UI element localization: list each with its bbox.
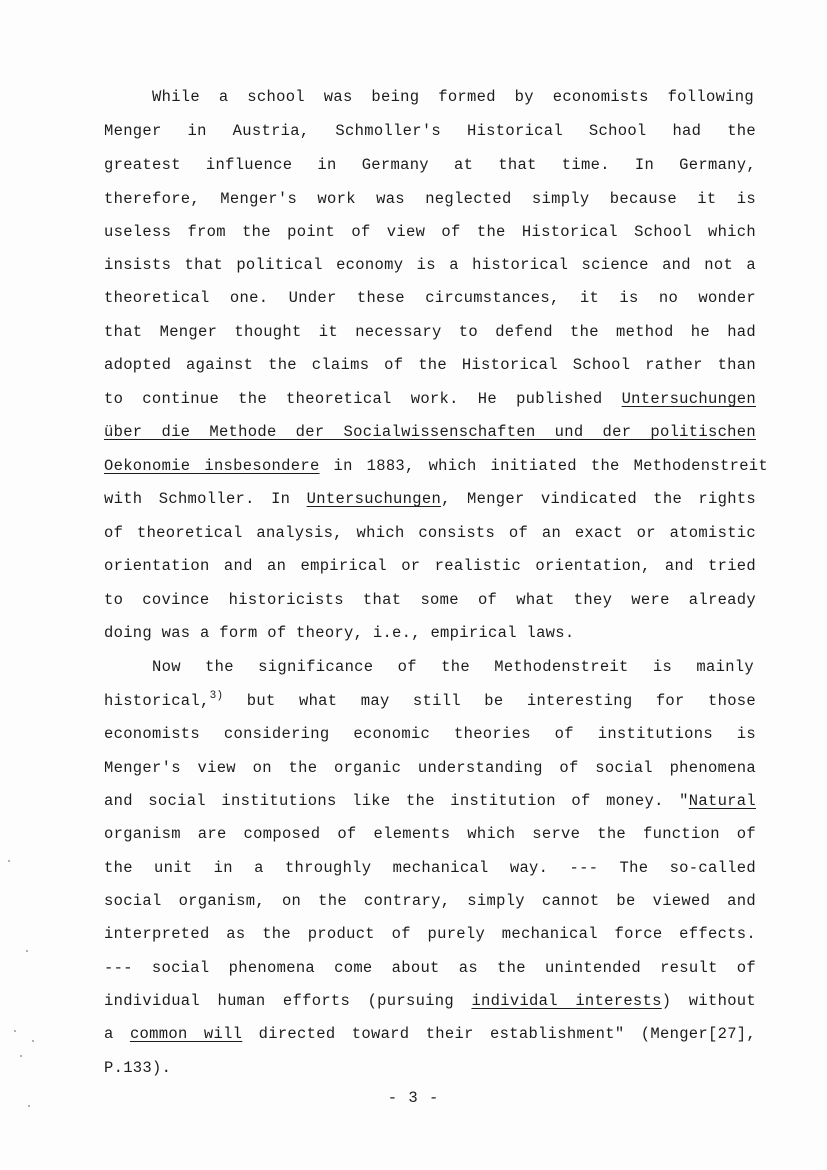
paragraph-2-line-11 [104, 990, 756, 1012]
paragraph-2-line-1: Now the significance of the Methodenstreit is mainly [152, 658, 754, 676]
paragraph-1-line-13 [104, 488, 756, 510]
paragraph-1-line-14: of theoretical analysis, which consists of an exact or atomistic [104, 524, 756, 542]
book-title-part-3: Oekonomie insbesondere [104, 457, 320, 475]
paragraph-1-line-17: doing was a form of theory, i.e., empirical laws. [104, 624, 575, 642]
paragraph-1-line-12 [104, 455, 768, 477]
paragraph-1-line-9: adopted against the claims of the Historical School rather than [104, 356, 756, 374]
paragraph-1-line-8: that Menger thought it necessary to defend the method he had [104, 323, 756, 341]
line-2-text-start: historical, [104, 692, 210, 710]
paragraph-2-line-4: Menger's view on the organic understanding of social phenomena [104, 759, 756, 777]
paragraph-1-line-2: Menger in Austria, Schmoller's Historical School had the [104, 122, 756, 140]
line-10-text: to continue the theoretical work. He published [104, 390, 603, 408]
underlined-common-will: common will [129, 1025, 243, 1043]
paragraph-2-line-8: social organism, on the contrary, simply cannot be viewed and [104, 892, 756, 910]
book-title-short: Untersuchungen [306, 490, 442, 508]
scan-margin-specks [6, 850, 36, 1110]
line-11-text-start: individual human efforts (pursuing [104, 992, 472, 1010]
paragraph-2-line-6: organism are composed of elements which serve the function of [104, 825, 756, 843]
paragraph-2-line-13: P.133). [104, 1059, 172, 1077]
line-12-text: in 1883, which initiated the Methodenstreit [333, 457, 768, 475]
line-2-text-end: but what may still be interesting for those [223, 692, 756, 710]
line-11-text-end: ) without [661, 992, 756, 1010]
paragraph-1-line-16: to covince historicists that some of what they were already [104, 591, 756, 609]
page-number: - 3 - [387, 1089, 440, 1107]
line-5-text: and social institutions like the institution of money. " [104, 792, 689, 810]
underlined-natural: Natural [688, 792, 756, 810]
paragraph-1-line-5: useless from the point of view of the Historical School which [104, 223, 756, 241]
paragraph-1-line-10 [104, 388, 756, 410]
paragraph-1-line-6: insists that political economy is a historical science and not a [104, 256, 756, 274]
line-12-text-start: a [104, 1025, 130, 1043]
underlined-individal-interests: individal interests [471, 992, 662, 1010]
paragraph-1-line-4: therefore, Menger's work was neglected simply because it is [104, 190, 756, 208]
line-12-text-end: directed toward their establishment" (Menger[27], [242, 1025, 757, 1043]
paragraph-2-line-12 [104, 1023, 756, 1045]
footnote-marker: 3) [209, 690, 224, 702]
line-13-text-start: with Schmoller. In [104, 490, 291, 508]
line-13-text-end: , Menger vindicated the rights [441, 490, 757, 508]
book-title-part-2: über die Methode der Socialwissenschaften und der politischen [104, 423, 756, 441]
book-title-part-1: Untersuchungen [621, 390, 756, 408]
paragraph-1-line-7: theoretical one. Under these circumstances, it is no wonder [104, 289, 756, 307]
paragraph-2-line-5 [104, 790, 756, 812]
paragraph-1-line-11 [104, 421, 756, 443]
paragraph-1-line-15: orientation and an empirical or realistic orientation, and tried [104, 557, 756, 575]
paragraph-2-line-3: economists considering economic theories of institutions is [104, 725, 756, 743]
paragraph-1-line-3: greatest influence in Germany at that time. In Germany, [104, 156, 756, 174]
paragraph-2-line-7: the unit in a throughly mechanical way. --- The so-called [104, 859, 756, 877]
paragraph-2-line-9: interpreted as the product of purely mechanical force effects. [104, 925, 756, 943]
paragraph-2-line-10: --- social phenomena come about as the unintended result of [104, 959, 756, 977]
paragraph-2-line-2 [104, 690, 756, 712]
paragraph-1-line-1: While a school was being formed by economists following [152, 88, 754, 106]
